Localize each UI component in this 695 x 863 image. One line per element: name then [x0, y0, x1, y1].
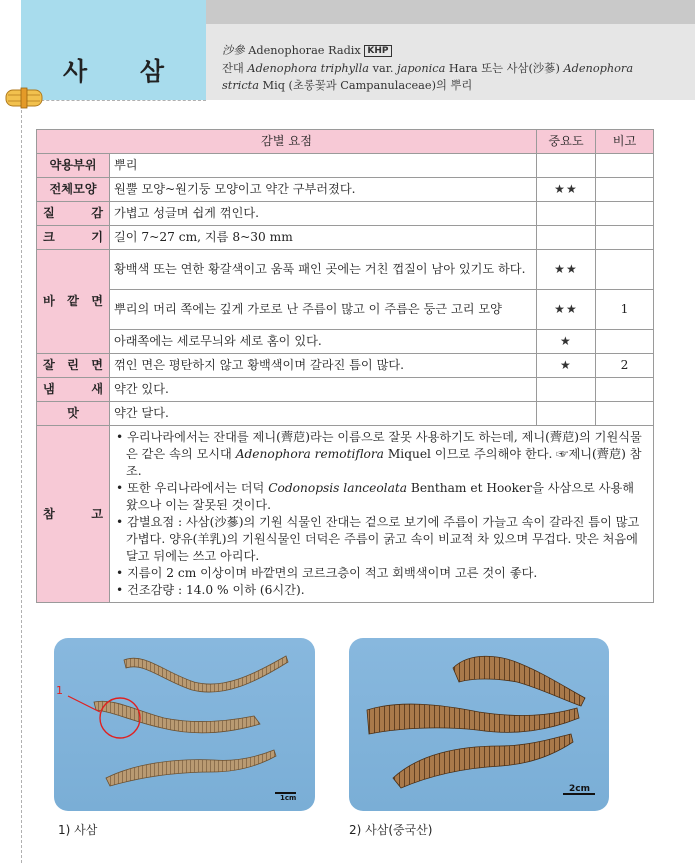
header-description	[206, 24, 695, 100]
scale-label: 1cm	[280, 794, 297, 802]
col-note-header: 비고	[596, 130, 654, 154]
row-label: 약용부위	[37, 154, 110, 178]
row-content: 아래쪽에는 세로무늬와 세로 홈이 있다.	[110, 330, 537, 354]
photo-sasam-china	[349, 638, 609, 811]
table-row	[37, 378, 654, 402]
note-text: 감별요점 : 사삼(沙蔘)의 기원 식물인 잔대는 겉으로 보기에 주름이 가늘고 속이 갈라진 틈이 많고 가볍다. 양유(羊乳)의 기원식물인 더덕은 주름이 굵고 속이 비교적 차 있으며 무겁다. 맛은 처음에 달고 뒤에는 쓰고 아리다.	[126, 515, 640, 563]
top-bar	[206, 0, 695, 24]
note-text: 건조감량 : 14.0 % 이하 (6시간).	[127, 583, 305, 597]
row-content: 뿌리	[110, 154, 537, 178]
marker-number: 1	[56, 684, 63, 697]
species-name-2: stricta	[222, 79, 259, 92]
row-content: 약간 달다.	[110, 402, 537, 426]
header-line-1	[222, 42, 683, 60]
row-label: 냄 새	[37, 378, 110, 402]
row-content: 가볍고 성글며 쉽게 꺾인다.	[110, 202, 537, 226]
row-stars: ★	[537, 330, 596, 354]
herb-bundle-icon	[4, 84, 44, 112]
note-item: • 건조감량 : 14.0 % 이하 (6시간).	[116, 583, 305, 597]
caption-1: 1) 사삼	[58, 823, 98, 837]
note-species: Codonopsis lanceolata	[268, 481, 408, 495]
notes-label: 참 고	[37, 426, 110, 603]
hanja-name: 沙參	[222, 44, 245, 57]
row-label: 잘 린 면	[37, 354, 110, 378]
header-line-3	[222, 77, 683, 95]
row-stars: ★★	[537, 290, 596, 330]
origin-prefix: 잔대	[222, 61, 244, 75]
row-note	[596, 202, 654, 226]
row-note	[596, 178, 654, 202]
latin-name: Adenophorae Radix	[248, 44, 361, 57]
family-text: Miq (초롱꽃과 Campanulaceae)의 뿌리	[262, 79, 473, 92]
root-illustration-1	[54, 638, 315, 811]
identification-table	[36, 129, 654, 603]
species-name: Adenophora triphylla	[247, 61, 370, 75]
divider-horizontal	[21, 100, 206, 101]
row-content: 꺾인 면은 평탄하지 않고 황백색이며 갈라진 틈이 많다.	[110, 354, 537, 378]
note-item: • 감별요점 : 사삼(沙蔘)의 기원 식물인 잔대는 겉으로 보기에 주름이 가늘고 속이 갈라진 틈이 많고 가볍다. 양유(羊乳)의 기원식물인 더덕은 주름이 굵고 속이 비교적 차 있으며 무겁다. 맛은 처음에 달고 뒤에는 쓰고 아리다.	[116, 515, 640, 563]
page-title: 사 삼	[62, 57, 186, 86]
row-label: 크 기	[37, 226, 110, 250]
note-text: Bentham et Hooker을 사삼으로 사용해 왔으나 이는 잘못된 것이다.	[126, 481, 634, 512]
note-item: • 지름이 2 cm 이상이며 바깥면의 코르크층이 적고 회백색이며 고른 것이 좋다.	[116, 566, 538, 580]
table-row	[37, 202, 654, 226]
row-note	[596, 226, 654, 250]
row-note	[596, 154, 654, 178]
table-row	[37, 154, 654, 178]
table-row	[37, 330, 654, 354]
row-note	[596, 378, 654, 402]
row-content: 원뿔 모양~원기둥 모양이고 약간 구부러졌다.	[110, 178, 537, 202]
row-stars: ★	[537, 354, 596, 378]
genus-name: Adenophora	[563, 61, 634, 75]
row-content: 길이 7~27 cm, 지름 8~30 mm	[110, 226, 537, 250]
table-row	[37, 178, 654, 202]
row-note: 2	[596, 354, 654, 378]
var-name: japonica	[397, 61, 446, 75]
table-row	[37, 402, 654, 426]
header-line-2	[222, 60, 683, 78]
row-label: 전체모양	[37, 178, 110, 202]
col-importance-header: 중요도	[537, 130, 596, 154]
row-note: 1	[596, 290, 654, 330]
divider-vertical	[21, 100, 22, 863]
notes-row	[37, 426, 654, 603]
row-label: 맛	[37, 402, 110, 426]
row-stars	[537, 226, 596, 250]
row-content: 황백색 또는 연한 황갈색이고 움푹 패인 곳에는 거친 껍질이 남아 있기도 하다.	[110, 250, 537, 290]
table-row	[37, 250, 654, 290]
photo-sasam	[54, 638, 315, 811]
table-row	[37, 290, 654, 330]
row-stars	[537, 378, 596, 402]
note-text: Miquel 이므로 주의해야 한다. ☞제니(薺苨) 참조.	[126, 447, 642, 478]
row-stars: ★★	[537, 178, 596, 202]
note-text: 우리나라에서는 잔대를 제니(薺苨)라는 이름으로 잘못 사용하기도 하는데, 제니(薺苨)의 기원식물은 같은 속의 모시대	[126, 430, 642, 461]
note-species: Adenophora remotiflora	[235, 447, 384, 461]
table-row	[37, 226, 654, 250]
table-row	[37, 354, 654, 378]
row-note	[596, 250, 654, 290]
origin-mid: Hara 또는 사삼(沙蔘)	[448, 61, 560, 75]
caption-2: 2) 사삼(중국산)	[349, 823, 433, 837]
table-header-row	[37, 130, 654, 154]
note-text: 지름이 2 cm 이상이며 바깥면의 코르크층이 적고 회백색이며 고른 것이 좋다.	[127, 566, 538, 580]
note-item: • 또한 우리나라에서는 더덕 Codonopsis lanceolata Bentham et Hooker을 사삼으로 사용해 왔으나 이는 잘못된 것이다.	[116, 481, 634, 512]
row-stars	[537, 402, 596, 426]
row-stars: ★★	[537, 250, 596, 290]
row-stars	[537, 154, 596, 178]
title-box	[21, 0, 206, 100]
row-label: 바 깥 면	[37, 250, 110, 354]
row-note	[596, 330, 654, 354]
note-text: 또한 우리나라에서는 더덕	[127, 481, 265, 495]
notes-content	[110, 426, 654, 603]
row-label: 질 감	[37, 202, 110, 226]
var-label: var.	[372, 61, 394, 75]
root-illustration-2	[349, 638, 609, 811]
row-note	[596, 402, 654, 426]
row-content: 뿌리의 머리 쪽에는 깊게 가로로 난 주름이 많고 이 주름은 둥근 고리 모양	[110, 290, 537, 330]
note-item: • 우리나라에서는 잔대를 제니(薺苨)라는 이름으로 잘못 사용하기도 하는데, 제니(薺苨)의 기원식물은 같은 속의 모시대 Adenophora remotiflora Miquel 이므로 주의해야 한다. ☞제니(薺苨) 참조.	[116, 430, 642, 478]
scale-label: 2cm	[569, 784, 590, 794]
col-main-header: 감별 요점	[37, 130, 537, 154]
row-content: 약간 있다.	[110, 378, 537, 402]
khp-badge: KHP	[364, 45, 391, 57]
row-stars	[537, 202, 596, 226]
